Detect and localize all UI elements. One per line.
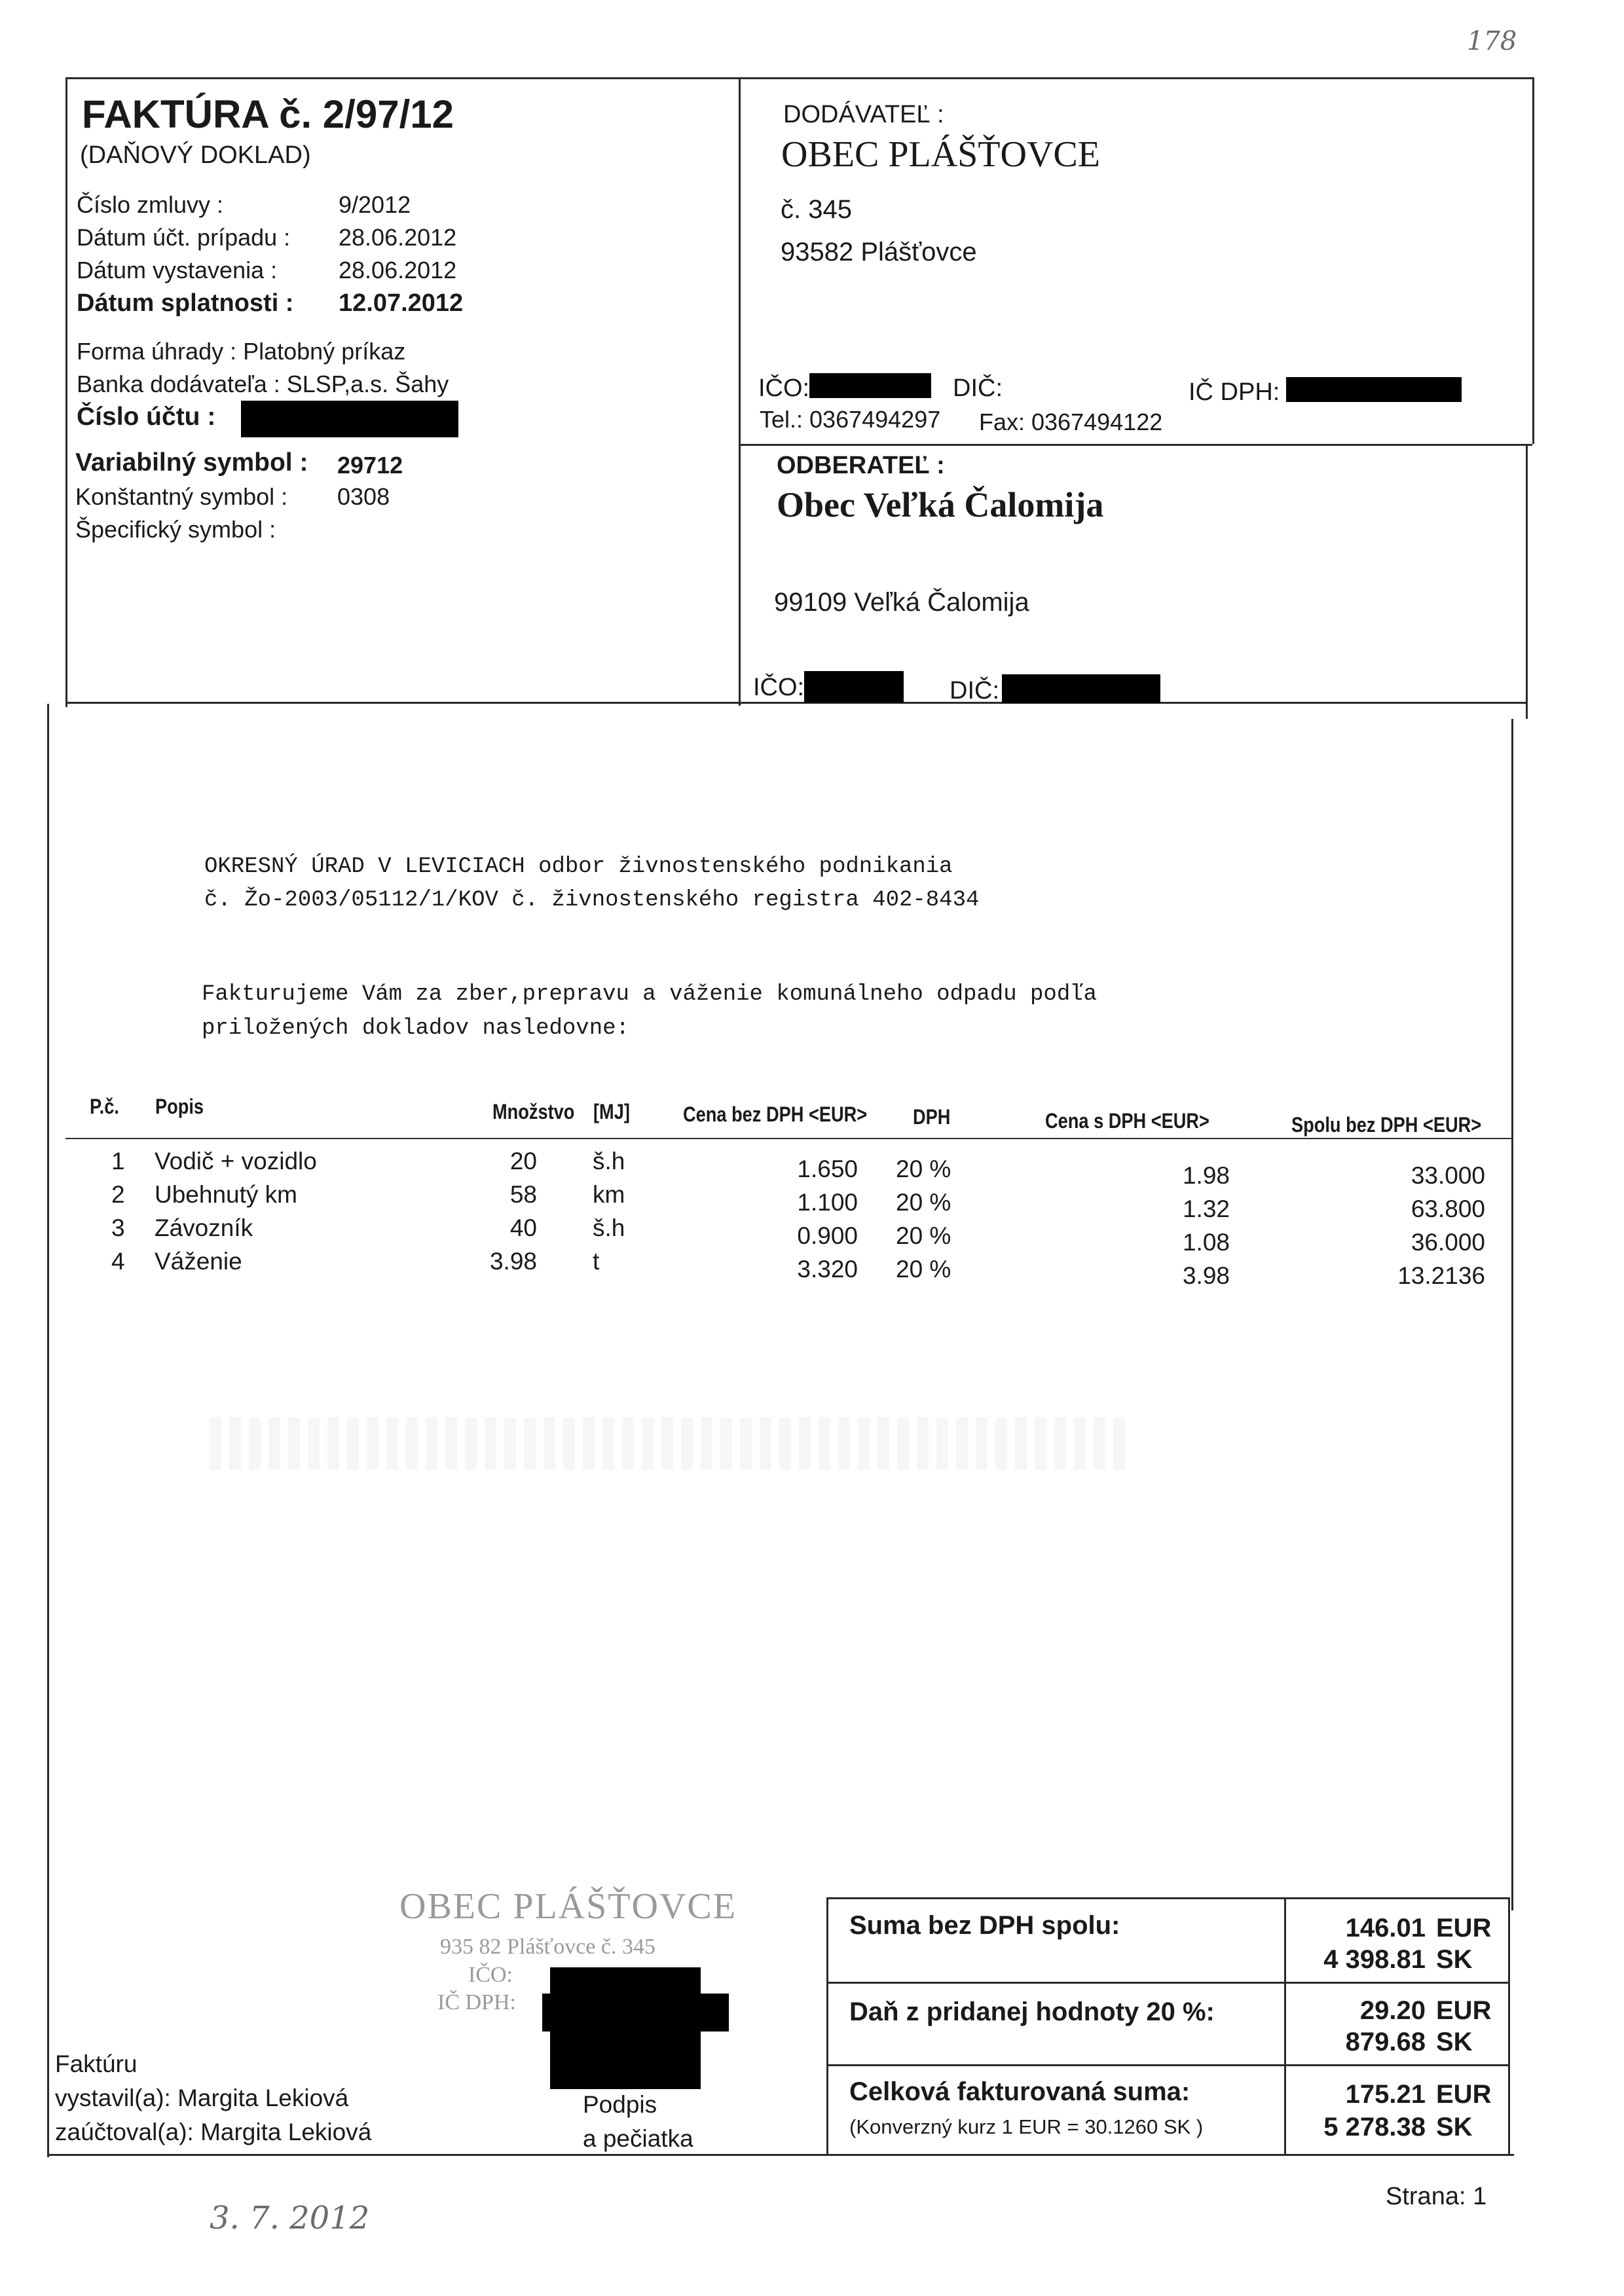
gross-sk-value: 5 278.38 xyxy=(1323,2113,1426,2141)
stamp-icdph: IČ DPH: xyxy=(437,1990,516,2014)
cell-popis: Váženie xyxy=(155,1248,242,1275)
registry-line-1: OKRESNÝ ÚRAD V LEVICIACH odbor živnostenského podnikania xyxy=(204,854,953,879)
cell-price-vat: 3.98 xyxy=(1182,1262,1230,1289)
cell-vat: 20 % xyxy=(896,1222,951,1249)
cell-pc: 3 xyxy=(111,1214,125,1241)
supplier-tel: Tel.: 0367494297 xyxy=(760,406,941,433)
cell-popis: Závozník xyxy=(155,1214,253,1241)
cell-qty: 40 xyxy=(509,1214,537,1241)
page-number: Strana: 1 xyxy=(1386,2183,1487,2210)
cell-mj: t xyxy=(593,1248,600,1275)
net-eur-value: 146.01 xyxy=(1345,1914,1426,1942)
th-total-net: Spolu bez DPH <EUR> xyxy=(1291,1113,1482,1137)
cell-price-vat: 1.98 xyxy=(1182,1162,1230,1189)
bank: Banka dodávateľa : SLSP,a.s. Šahy xyxy=(77,371,449,397)
cell-vat: 20 % xyxy=(896,1156,951,1182)
cell-popis: Ubehnutý km xyxy=(155,1181,297,1208)
stamp-name: OBEC PLÁŠŤOVCE xyxy=(399,1886,737,1927)
redaction-account xyxy=(241,401,458,437)
supplier-city: 93582 Plášťovce xyxy=(781,238,977,266)
symbol-label: Konštantný symbol : xyxy=(75,483,288,510)
intro-line-1: Fakturujeme Vám za zber,prepravu a váženie komunálneho odpadu podľa xyxy=(202,982,1098,1007)
cell-qty: 58 xyxy=(509,1181,537,1208)
field-value: 12.07.2012 xyxy=(339,289,464,317)
field-label: Dátum splatnosti : xyxy=(77,289,294,317)
field-due-date xyxy=(77,287,470,322)
supplier-icdph-label: IČ DPH: xyxy=(1189,378,1280,406)
field-issue-date xyxy=(77,254,470,287)
frame-supplier-bottom xyxy=(739,444,1532,446)
gross-eur-value: 175.21 xyxy=(1345,2080,1426,2109)
supplier-name: OBEC PLÁŠŤOVCE xyxy=(781,134,1100,175)
stamp-ico: IČO: xyxy=(468,1963,513,1987)
symbol-specific xyxy=(75,513,468,546)
net-sk-value: 4 398.81 xyxy=(1323,1945,1426,1974)
stamp-address: 935 82 Plášťovce č. 345 xyxy=(440,1935,655,1959)
field-value: 28.06.2012 xyxy=(339,257,457,283)
cell-total: 63.800 xyxy=(1411,1195,1485,1222)
supplier-heading: DODÁVATEĽ : xyxy=(783,101,944,128)
frame-right-bottom xyxy=(1511,719,1513,1910)
cell-price: 0.900 xyxy=(797,1222,858,1249)
cell-price: 1.650 xyxy=(797,1156,858,1182)
cell-vat: 20 % xyxy=(896,1256,951,1283)
vat-eur-unit: EUR xyxy=(1436,1996,1492,2025)
account-label: Číslo účtu : xyxy=(77,403,216,431)
supplier-fax: Fax: 0367494122 xyxy=(979,409,1163,435)
th-description: Popis xyxy=(155,1095,204,1118)
cell-price-vat: 1.08 xyxy=(1182,1229,1230,1256)
totals-divider-1 xyxy=(828,1982,1508,1984)
frame-top xyxy=(65,77,1534,79)
cell-qty: 20 xyxy=(509,1148,537,1175)
net-label: Suma bez DPH spolu: xyxy=(849,1911,1120,1940)
vat-eur-value: 29.20 xyxy=(1359,1996,1426,2025)
corner-note: 178 xyxy=(1467,26,1517,56)
redaction-customer-dic xyxy=(1002,674,1160,703)
net-eur-unit: EUR xyxy=(1436,1914,1492,1942)
table-header-line xyxy=(65,1138,1513,1139)
supplier-street: č. 345 xyxy=(781,195,852,224)
symbol-label: Špecifický symbol : xyxy=(75,516,276,543)
intro-line-2: priložených dokladov nasledovne: xyxy=(202,1016,629,1041)
vat-sk-value: 879.68 xyxy=(1345,2028,1426,2056)
issued-line-1: Faktúru xyxy=(55,2050,138,2077)
field-label: Dátum vystavenia : xyxy=(77,257,278,283)
payment-symbols xyxy=(75,446,468,546)
signature-line-2: a pečiatka xyxy=(583,2125,693,2152)
supplier-dic-label: DIČ: xyxy=(953,374,1003,402)
frame-vertical-divider xyxy=(739,77,741,706)
payment-form: Forma úhrady : Platobný príkaz xyxy=(77,338,406,365)
cell-total: 36.000 xyxy=(1411,1229,1485,1256)
symbol-label: Variabilný symbol : xyxy=(75,448,308,477)
field-label: Číslo zmluvy : xyxy=(77,191,224,218)
redaction-stamp-2 xyxy=(542,1994,729,2032)
frame-right-top xyxy=(1532,77,1534,444)
redaction-customer-ico xyxy=(804,671,904,702)
invoice-subtitle: (DAŇOVÝ DOKLAD) xyxy=(80,141,311,169)
show-through-smudge xyxy=(210,1417,1126,1470)
symbol-value: 0308 xyxy=(337,483,390,510)
vat-sk-unit: SK xyxy=(1436,2028,1473,2056)
invoice-title: FAKTÚRA č. 2/97/12 xyxy=(82,92,454,136)
handwritten-date: 3. 7. 2012 xyxy=(210,2200,370,2236)
accounted-by: zaúčtoval(a): Margita Lekiová xyxy=(55,2119,372,2145)
invoice-fields xyxy=(77,189,470,322)
field-value: 28.06.2012 xyxy=(339,224,457,251)
customer-ico-label: IČO: xyxy=(753,674,805,701)
issued-by: vystavil(a): Margita Lekiová xyxy=(55,2085,349,2111)
cell-mj: š.h xyxy=(593,1214,625,1241)
customer-name: Obec Veľká Čalomija xyxy=(777,485,1104,524)
cell-pc: 1 xyxy=(111,1148,125,1175)
redaction-supplier-ico xyxy=(809,373,931,398)
net-sk-unit: SK xyxy=(1436,1945,1473,1974)
th-vat: DPH xyxy=(913,1105,951,1129)
symbol-constant xyxy=(75,481,468,513)
frame-left-bottom xyxy=(47,704,49,2157)
symbol-variable xyxy=(75,446,468,481)
conversion-rate-note: (Konverzný kurz 1 EUR = 30.1260 SK ) xyxy=(849,2115,1204,2138)
th-price-net: Cena bez DPH <EUR> xyxy=(683,1102,868,1126)
customer-dic-label: DIČ: xyxy=(950,677,999,704)
cell-pc: 4 xyxy=(111,1248,125,1275)
gross-sk-unit: SK xyxy=(1436,2113,1473,2141)
cell-vat: 20 % xyxy=(896,1189,951,1216)
cell-price-vat: 1.32 xyxy=(1182,1195,1230,1222)
cell-price: 1.100 xyxy=(797,1189,858,1216)
th-price-gross: Cena s DPH <EUR> xyxy=(1045,1109,1209,1133)
symbol-value: 29712 xyxy=(337,452,403,479)
cell-total: 13.2136 xyxy=(1397,1262,1485,1289)
th-quantity: Množstvo xyxy=(492,1100,575,1123)
customer-heading: ODBERATEĽ : xyxy=(777,452,945,479)
frame-right-mid xyxy=(1526,444,1528,719)
gross-label: Celková fakturovaná suma: xyxy=(849,2077,1190,2106)
th-pc: P.č. xyxy=(90,1095,119,1118)
cell-qty: 3.98 xyxy=(489,1248,537,1275)
th-unit: [MJ] xyxy=(593,1100,630,1123)
gross-eur-unit: EUR xyxy=(1436,2080,1492,2109)
cell-total: 33.000 xyxy=(1411,1162,1485,1189)
field-value: 9/2012 xyxy=(339,191,411,218)
vat-label: Daň z pridanej hodnoty 20 %: xyxy=(849,1997,1215,2026)
supplier-ico-label: IČO: xyxy=(758,374,810,402)
field-accounting-date xyxy=(77,221,470,254)
field-contract xyxy=(77,189,470,221)
cell-pc: 2 xyxy=(111,1181,125,1208)
totals-box xyxy=(826,1897,1510,2155)
customer-city: 99109 Veľká Čalomija xyxy=(774,588,1029,617)
signature-line-1: Podpis xyxy=(583,2091,657,2118)
totals-divider-vertical xyxy=(1284,1899,1286,2155)
totals-divider-2 xyxy=(828,2064,1508,2066)
redaction-supplier-icdph xyxy=(1286,377,1462,402)
cell-mj: š.h xyxy=(593,1148,625,1175)
frame-left-top xyxy=(65,77,67,707)
registry-line-2: č. Žo-2003/05112/1/KOV č. živnostenského registra 402-8434 xyxy=(204,888,980,913)
field-label: Dátum účt. prípadu : xyxy=(77,224,291,251)
cell-price: 3.320 xyxy=(797,1256,858,1283)
cell-popis: Vodič + vozidlo xyxy=(155,1148,317,1175)
cell-mj: km xyxy=(593,1181,625,1208)
